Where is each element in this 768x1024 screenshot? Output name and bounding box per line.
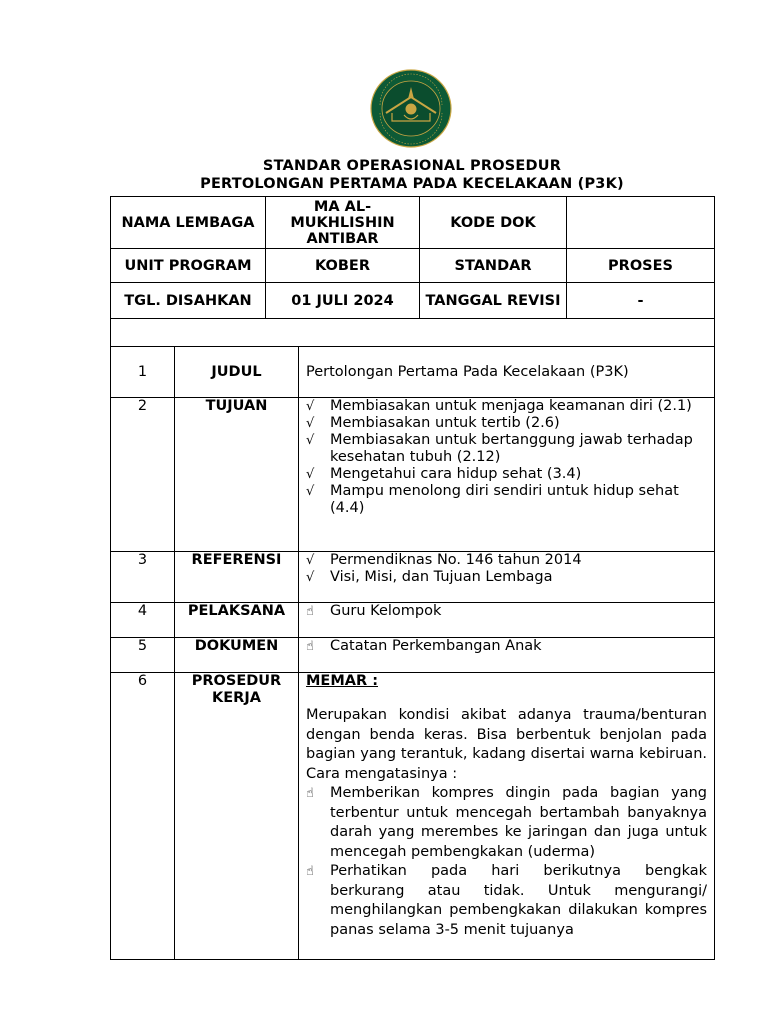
standar-label: STANDAR xyxy=(420,249,567,283)
unit-program-value: KOBER xyxy=(266,249,420,283)
row-label-tujuan: TUJUAN xyxy=(175,398,299,552)
table-row xyxy=(111,552,715,603)
tanggal-revisi-label: TANGGAL REVISI xyxy=(420,283,567,319)
referensi-list xyxy=(306,552,707,586)
row-number: 5 xyxy=(111,638,175,673)
table-row xyxy=(111,673,715,960)
row-number: 3 xyxy=(111,552,175,603)
table-row xyxy=(111,347,715,398)
list-item: √ Membiasakan untuk menjaga keamanan diri (2.1) xyxy=(306,398,692,414)
check-icon: √ xyxy=(306,399,315,414)
content-table xyxy=(110,346,715,960)
row-label-judul: JUDUL xyxy=(175,347,299,398)
check-icon: √ xyxy=(306,467,315,482)
check-icon: √ xyxy=(306,570,315,585)
table-row xyxy=(111,603,715,638)
prosedur-steps xyxy=(306,784,707,940)
document-title: STANDAR OPERASIONAL PROSEDUR xyxy=(262,158,562,174)
row-label-pelaksana: PELAKSANA xyxy=(175,603,299,638)
standar-value: PROSES xyxy=(567,249,715,283)
row-label-prosedur: PROSEDUR KERJA xyxy=(175,673,299,960)
pointing-hand-icon: ☝ xyxy=(306,864,314,879)
nama-lembaga-label: NAMA LEMBAGA xyxy=(111,197,266,249)
tujuan-list xyxy=(306,398,707,517)
tanggal-revisi-value: - xyxy=(567,283,715,319)
kode-dok-label: KODE DOK xyxy=(420,197,567,249)
section-heading-memar: MEMAR : xyxy=(306,673,378,689)
row-number: 4 xyxy=(111,603,175,638)
kode-dok-value xyxy=(567,197,715,249)
school-logo xyxy=(370,69,452,148)
nama-lembaga-value: MA AL-MUKHLISHIN ANTIBAR xyxy=(266,197,420,249)
list-item: ☝ Catatan Perkembangan Anak xyxy=(306,638,542,654)
tgl-disahkan-value: 01 JULI 2024 xyxy=(266,283,420,319)
list-item: ☝ Guru Kelompok xyxy=(306,603,442,619)
list-item: √ Mampu menolong diri sendiri untuk hidup sehat (4.4) xyxy=(306,483,679,516)
pointing-hand-icon: ☝ xyxy=(306,639,314,654)
table-row xyxy=(111,398,715,552)
list-item: √ Permendiknas No. 146 tahun 2014 xyxy=(306,552,582,568)
list-item: ☝ Perhatikan pada hari berikutnya bengkak berkurang atau tidak. Untuk mengurangi/ menghilangkan pembengkakan dilakukan kompres panas selama 3-5 menit tujuanya xyxy=(306,863,707,938)
list-item: √ Mengetahui cara hidup sehat (3.4) xyxy=(306,466,582,482)
list-item: √ Membiasakan untuk tertib (2.6) xyxy=(306,415,560,431)
table-row xyxy=(111,638,715,673)
pointing-hand-icon: ☝ xyxy=(306,604,314,619)
row-label-dokumen: DOKUMEN xyxy=(175,638,299,673)
judul-text: Pertolongan Pertama Pada Kecelakaan (P3K) xyxy=(299,347,715,398)
check-icon: √ xyxy=(306,553,315,568)
memar-description: Merupakan kondisi akibat adanya trauma/benturan dengan benda keras. Bisa berbentuk benjolan pada bagian yang terantuk, kadang disertai warna kebiruan. Cara mengatasinya : xyxy=(306,707,707,782)
row-label-referensi: REFERENSI xyxy=(175,552,299,603)
row-number: 6 xyxy=(111,673,175,960)
header-table xyxy=(110,196,715,347)
check-icon: √ xyxy=(306,484,315,499)
check-icon: √ xyxy=(306,416,315,431)
check-icon: √ xyxy=(306,433,315,448)
pointing-hand-icon: ☝ xyxy=(306,786,314,801)
blank-row xyxy=(111,319,715,347)
unit-program-label: UNIT PROGRAM xyxy=(111,249,266,283)
row-number: 1 xyxy=(111,347,175,398)
list-item: √ Visi, Misi, dan Tujuan Lembaga xyxy=(306,569,553,585)
row-number: 2 xyxy=(111,398,175,552)
document-subtitle: PERTOLONGAN PERTAMA PADA KECELAKAAN (P3K) xyxy=(200,176,624,192)
tgl-disahkan-label: TGL. DISAHKAN xyxy=(111,283,266,319)
list-item: ☝ Memberikan kompres dingin pada bagian yang terbentur untuk mencegah bertambah banyaknya darah yang merembes ke jaringan dan juga untuk mencegah pembengkakan (uderma) xyxy=(306,785,707,860)
list-item: √ Membiasakan untuk bertanggung jawab terhadap kesehatan tubuh (2.12) xyxy=(306,432,693,465)
